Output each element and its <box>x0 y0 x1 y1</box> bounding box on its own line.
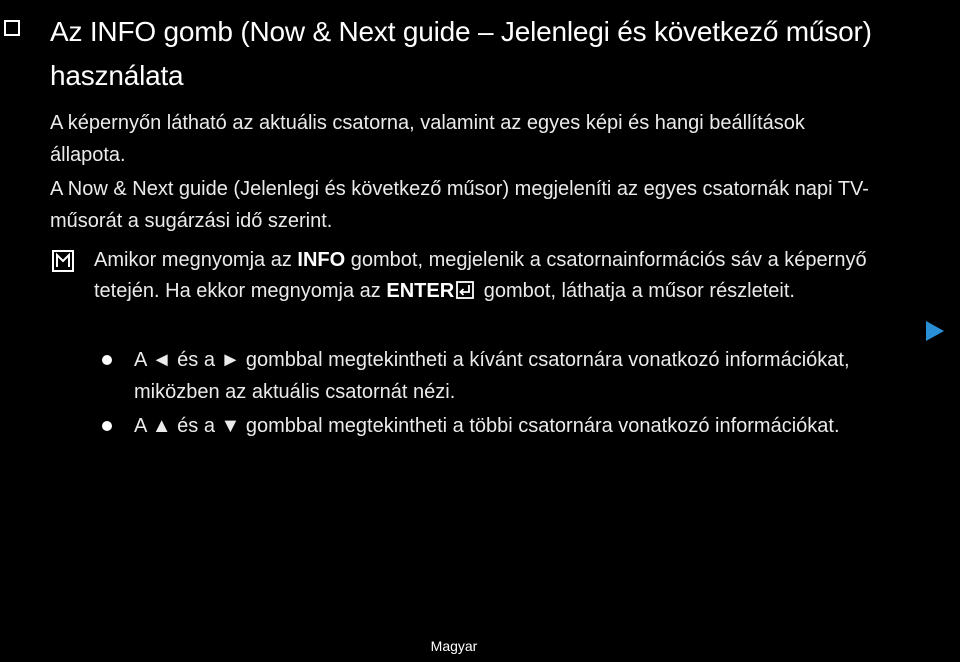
page-title: Az INFO gomb (Now & Next guide – Jelenlegi és következő műsor) használata <box>50 16 872 91</box>
enter-key-icon <box>456 281 474 299</box>
list-item: A ◄ és a ► gombbal megtekintheti a kívánt csatornára vonatkozó információkat, miközben az aktuális csatornát nézi. <box>134 349 850 403</box>
note-text-3: gombot, láthatja a műsor részleteit. <box>478 280 795 302</box>
next-page-arrow-icon[interactable] <box>924 320 946 342</box>
footer-language: Magyar <box>430 638 478 654</box>
note-text-2: gombot, megjelenik a csatornainformációs sáv a képernyő tetején. Ha ekkor megnyomja az <box>94 249 867 302</box>
info-key-label: INFO <box>297 249 346 271</box>
note-text-1: Amikor megnyomja az <box>94 249 298 271</box>
note-icon <box>52 250 74 272</box>
checkbox-icon <box>4 20 20 36</box>
intro-paragraph: A képernyőn látható az aktuális csatorna, valamint az egyes képi és hangi beállítások állapota. <box>50 112 805 166</box>
info-note <box>94 245 894 307</box>
bullet-dot-icon <box>102 355 112 365</box>
enter-key-label: ENTER <box>386 280 455 302</box>
guide-description-paragraph: A Now & Next guide (Jelenlegi és következő műsor) megjeleníti az egyes csatornák napi TV-műsorát a sugárzási idő szerint. <box>50 178 869 232</box>
bullet-dot-icon <box>102 421 112 431</box>
list-item: A ▲ és a ▼ gombbal megtekintheti a többi csatornára vonatkozó információkat. <box>134 415 840 437</box>
